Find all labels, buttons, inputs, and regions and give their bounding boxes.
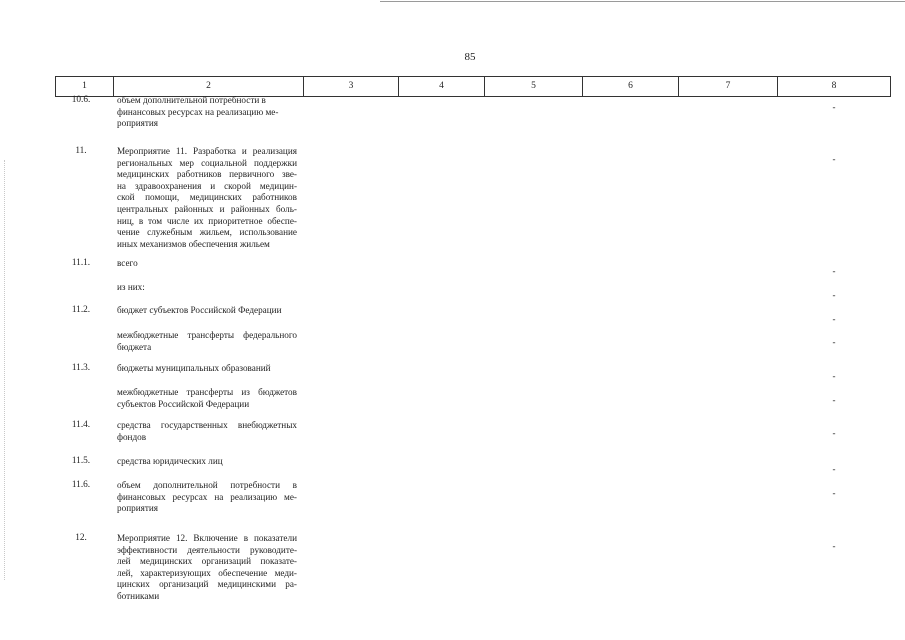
row-text-line: фондов [117,431,147,442]
row-text-line: субъектов Российской Федерации [117,398,250,409]
row-description [117,363,297,375]
row-text-line: средства государственных внебюджетных [117,420,297,430]
row-text-line: средства юридических лиц [117,456,223,466]
header-col-2: 2 [113,77,303,96]
row-description [117,95,297,130]
header-col-3: 3 [303,77,398,96]
col8-value: - [832,464,836,474]
header-col-7: 7 [678,77,777,96]
row-text-line: межбюджетные трансферты из бюджетов [117,387,297,397]
row-description [117,330,297,353]
row-description [117,480,297,515]
row-text-line: на здравоохранения и скорой медицин- [117,180,297,191]
row-text-line: бюджеты муниципальных образований [117,363,271,373]
row-text-line: региональных мер социальной поддержки [117,157,297,168]
row-description [117,456,297,468]
col8-value: - [832,314,836,324]
scan-edge-top [380,1,905,2]
row-text-line: межбюджетные трансферты федерального [117,330,297,340]
col8-value: - [832,290,836,300]
col8-value: - [832,371,836,381]
header-col-5: 5 [484,77,582,96]
row-number: 11.3. [71,363,91,373]
row-description [117,305,297,317]
table-header-row [55,76,891,97]
row-text-line: финансовых ресурсах на реализацию ме- [117,106,279,117]
row-description [117,282,297,294]
header-col-4: 4 [398,77,484,96]
row-text-line: Мероприятие 11. Разработка и реализация [117,146,297,156]
scan-edge-left [4,160,6,580]
row-text-line: объем дополнительной потребности в [117,95,266,105]
row-description [117,146,297,250]
row-number: 10.6. [71,95,91,105]
col8-value: - [832,154,836,164]
row-number: 11.5. [71,456,91,466]
col8-value: - [832,337,836,347]
row-text-line: ской помощи, медицинских работников [117,192,297,203]
row-text-line: лей медицинских организаций показате- [117,556,297,567]
col8-value: - [832,488,836,498]
row-text-line: чение служебным жильем, использование [117,227,297,238]
row-number: 11.1. [71,258,91,268]
row-description [117,420,297,443]
header-col-1: 1 [55,77,113,96]
row-text-line: бюджета [117,341,152,352]
row-number: 12. [75,533,87,543]
row-text-line: роприятия [117,503,158,514]
row-text-line: финансовых ресурсах на реализацию ме- [117,491,297,502]
row-text-line: лей, характеризующих обеспечение меди- [117,567,297,578]
row-text-line: иных механизмов обеспечения жильем [117,238,270,249]
row-text-line: всего [117,258,138,268]
row-number: 11.6. [71,480,91,490]
row-number: 11.2. [71,305,91,315]
row-description [117,533,297,603]
header-col-6: 6 [582,77,678,96]
row-text-line: из них: [117,282,145,292]
row-text-line: ниц, в том числе их приоритетное обеспе- [117,215,297,226]
row-description [117,387,297,410]
header-col-8: 8 [777,77,890,96]
row-text-line: ботниками [117,590,160,601]
col8-value: - [832,266,836,276]
page-number: 85 [464,51,476,63]
col8-value: - [832,541,836,551]
row-text-line: эффективности деятельности руководите- [117,544,297,555]
col8-value: - [832,102,836,112]
row-text-line: объем дополнительной потребности в [117,480,297,490]
row-text-line: цинских организаций медицинскими ра- [117,579,297,590]
col8-value: - [832,428,836,438]
row-text-line: бюджет субъектов Российской Федерации [117,305,282,315]
row-text-line: Мероприятие 12. Включение в показатели [117,533,297,543]
row-text-line: медицинских работников первичного зве- [117,169,297,180]
col8-value: - [832,395,836,405]
row-number: 11. [75,146,87,156]
row-number: 11.4. [71,420,91,430]
row-text-line: центральных районных и районных боль- [117,203,297,214]
row-description [117,258,297,270]
row-text-line: роприятия [117,118,158,129]
